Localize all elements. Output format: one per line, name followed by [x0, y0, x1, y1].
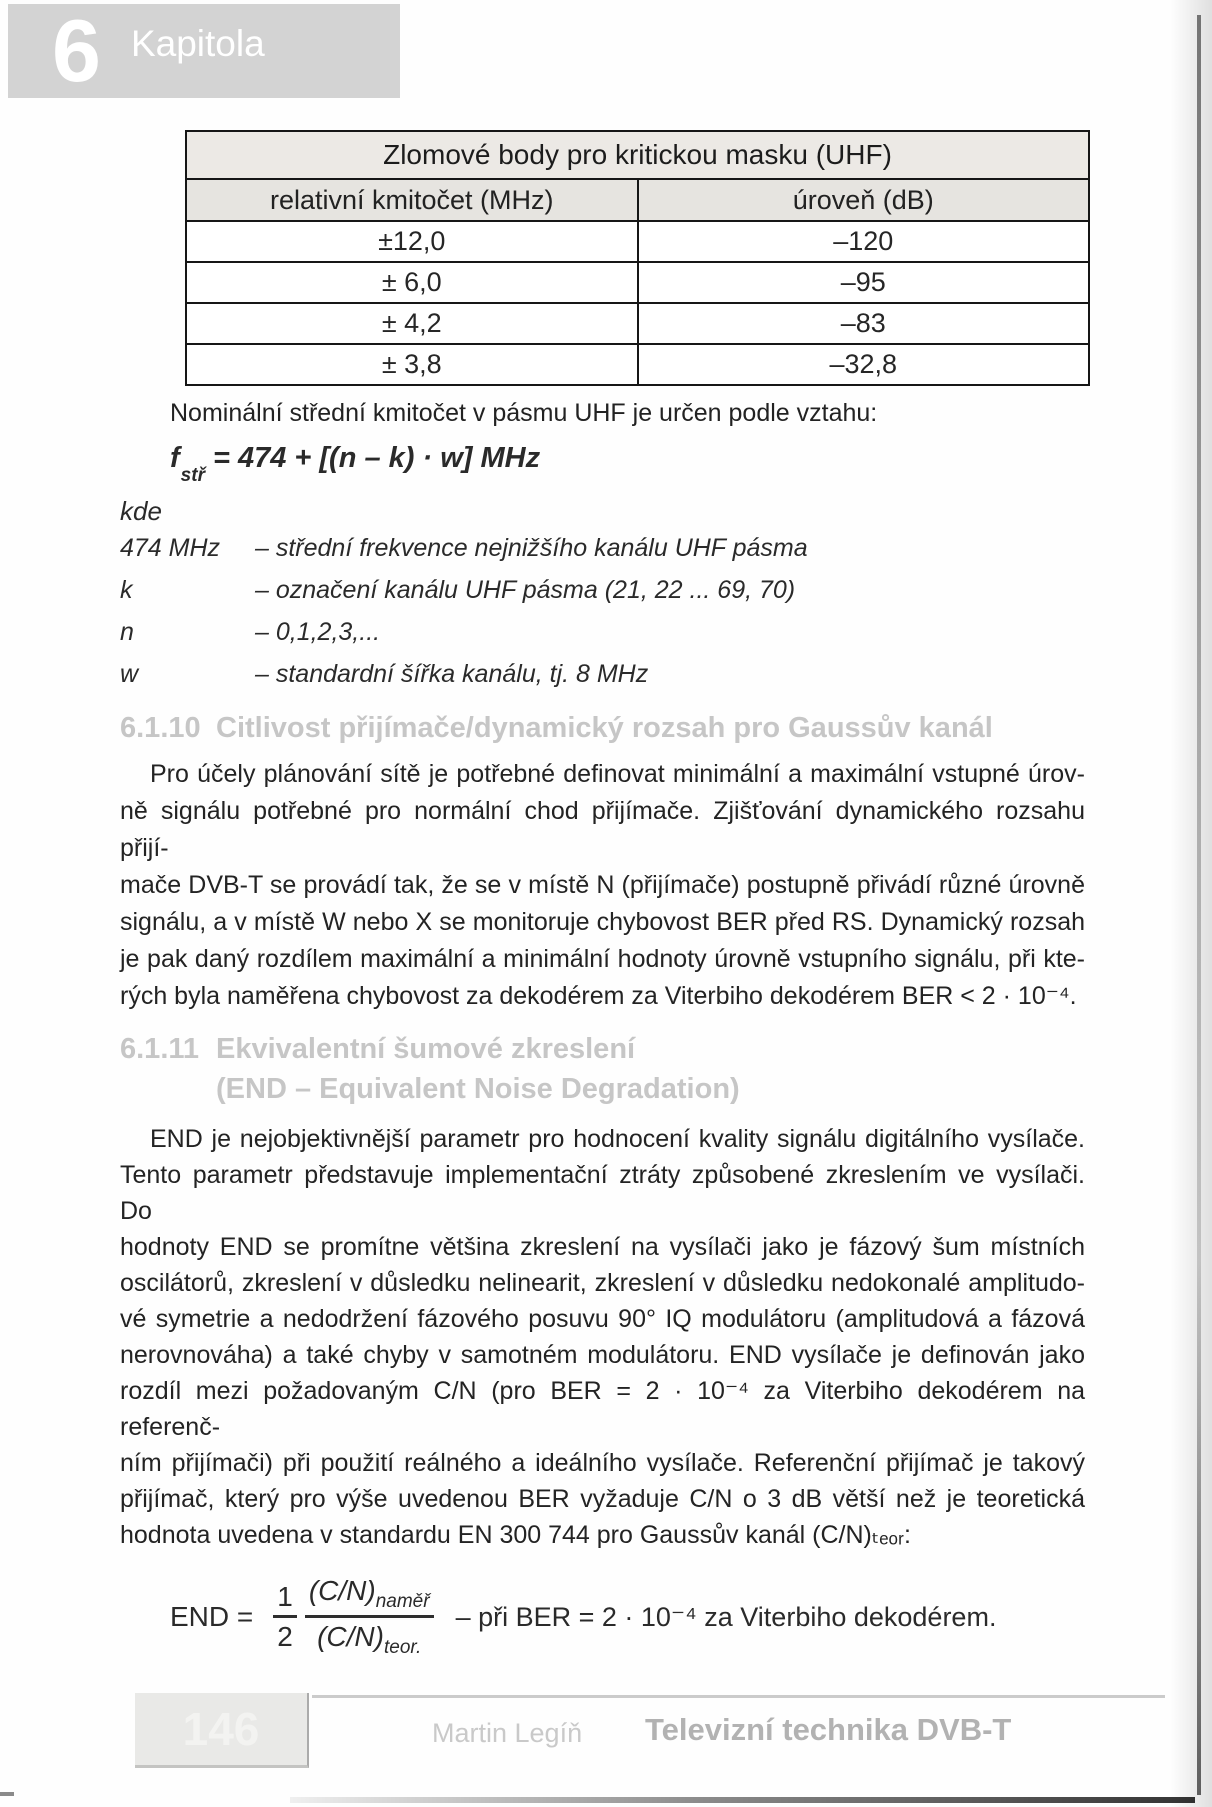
paragraph-line: ně signálu potřebné pro normální chod přijímače. Zjišťování dynamického rozsahu přijí-	[120, 797, 1085, 862]
paragraph-line: ním přijímači) při použití reálného a ideálního vysílače. Referenční přijímač je takový	[120, 1449, 1085, 1477]
fraction-denominator	[317, 1618, 421, 1659]
cn-measured: (C/N)	[308, 1575, 376, 1606]
fraction-numerator: 1	[273, 1581, 297, 1618]
paragraph-line: signálu, a v místě W nebo X se monitoruje chybovost BER před RS. Dynamický rozsah	[120, 908, 1085, 936]
paragraph-6110	[120, 756, 1085, 1015]
footer-author: Martin Legíň	[432, 1718, 583, 1748]
formula-end-condition: – při BER = 2 · 10⁻⁴ za Viterbiho dekodérem.	[455, 1601, 997, 1632]
table-header-row	[186, 179, 1089, 221]
table-row	[186, 344, 1089, 385]
cell-frequency: ±12,0	[186, 221, 638, 262]
symbol-definitions	[120, 534, 1085, 702]
section-title-line1: Ekvivalentní šumové zkreslení	[216, 1033, 636, 1065]
definition-text: – střední frekvence nejnižšího kanálu UHF pásma	[255, 534, 808, 562]
section-title: Citlivost přijímače/dynamický rozsah pro Gaussův kanál	[216, 712, 993, 744]
definition-text: – standardní šířka kanálu, tj. 8 MHz	[255, 660, 649, 688]
definition-term: 474 MHz	[120, 534, 221, 562]
paragraph-line: přijímač, který pro výše uvedenou BER vyžaduje C/N o 3 dB větší než je teoretická	[120, 1485, 1085, 1513]
cn-theoretical-subscript: teor.	[383, 1637, 422, 1658]
formula-fstr-rest: = 474 + [(n – k) · w] MHz	[212, 442, 541, 474]
section-heading-6110	[120, 708, 1085, 748]
table-row	[186, 303, 1089, 344]
footer-rule	[312, 1695, 1165, 1698]
fraction-one-half	[273, 1581, 297, 1653]
paragraph-line: hodnoty END se promítne většina zkreslení na vysílači jako je fázový šum místních	[120, 1233, 1085, 1261]
cell-frequency: ± 4,2	[186, 303, 638, 344]
paragraph-line: oscilátorů, zkreslení v důsledku nelinearit, zkreslení v důsledku nedokonalé amplitudo-	[120, 1269, 1085, 1297]
definition-term: n	[120, 618, 134, 646]
paragraph-line: END je nejobjektivnější parametr pro hodnocení kvality signálu digitálního vysílače.	[150, 1125, 1085, 1153]
section-heading-6111	[120, 1029, 1085, 1109]
fraction-denominator: 2	[277, 1621, 293, 1652]
formula-fstr-subscript: stř	[180, 465, 205, 486]
cell-frequency: ± 6,0	[186, 262, 638, 303]
cell-level: –32,8	[638, 344, 1090, 385]
table-title: Zlomové body pro kritickou masku (UHF)	[186, 131, 1089, 179]
table-title-row	[186, 131, 1089, 179]
definition-text: – označení kanálu UHF pásma (21, 22 ... 69, 70)	[255, 576, 796, 604]
definition-term: w	[120, 660, 139, 688]
section-title	[216, 1029, 1085, 1109]
definition-term: k	[120, 576, 133, 604]
formula-fstr-f: f	[170, 442, 180, 474]
cell-frequency: ± 3,8	[186, 344, 638, 385]
paragraph-line: nerovnováha) a také chyby v samotném modulátoru. END vysílače je definován jako	[120, 1341, 1085, 1369]
definition-row	[120, 660, 1085, 702]
formula-end-lhs: END =	[170, 1601, 254, 1632]
fraction-cn-ratio	[305, 1575, 434, 1659]
definition-row	[120, 576, 1085, 618]
where-label: kde	[120, 496, 162, 526]
column-header-frequency: relativní kmitočet (MHz)	[186, 179, 638, 221]
scan-edge-line	[1197, 15, 1201, 1795]
paragraph-line: hodnota uvedena v standardu EN 300 744 pro Gaussův kanál (C/N)ₜₑₒᵣ:	[120, 1521, 911, 1549]
content-column	[120, 130, 1085, 1659]
paragraph-line: mače DVB-T se provádí tak, že se v místě N (přijímače) postupně přivádí různé úrovně	[120, 871, 1085, 899]
scan-bottom-line	[290, 1797, 1195, 1803]
cn-theoretical: (C/N)	[317, 1621, 384, 1652]
section-title-line2: (END – Equivalent Noise Degradation)	[216, 1073, 740, 1105]
fraction-numerator	[305, 1575, 434, 1618]
cell-level: –95	[638, 262, 1090, 303]
scan-edge-shadow	[1170, 0, 1212, 1807]
cn-measured-subscript: naměř	[375, 1591, 430, 1612]
critical-mask-table	[185, 130, 1090, 386]
cell-level: –120	[638, 221, 1090, 262]
paragraph-line: rozdíl mezi požadovaným C/N (pro BER = 2 · 10⁻⁴ za Viterbiho dekodérem na referenč-	[120, 1377, 1085, 1441]
formula-end	[170, 1575, 1085, 1659]
table-row	[186, 262, 1089, 303]
page-number-box	[135, 1693, 309, 1768]
paragraph-line: vé symetrie a nedodržení fázového posuvu 90° IQ modulátoru (amplitudová a fázová	[120, 1305, 1085, 1333]
chapter-label: Kapitola	[130, 23, 265, 64]
paragraph-6111	[120, 1121, 1085, 1553]
paragraph-line: Tento parametr představuje implementační ztráty způsobené zkreslením ve vysílači. Do	[120, 1161, 1085, 1225]
formula-fstr	[120, 442, 1085, 488]
intro-sentence: Nominální střední kmitočet v pásmu UHF je určen podle vztahu:	[170, 399, 878, 427]
paragraph-line: rých byla naměřena chybovost za dekodérem za Viterbiho dekodérem BER < 2 · 10⁻⁴.	[120, 982, 1077, 1010]
definition-row	[120, 618, 1085, 660]
chapter-number: 6	[52, 1, 101, 100]
section-number: 6.1.10	[120, 712, 201, 744]
table-row	[186, 221, 1089, 262]
page-number: 146	[182, 1703, 260, 1755]
cell-level: –83	[638, 303, 1090, 344]
paragraph-line: je pak daný rozdílem maximální a minimální hodnoty úrovně vstupního signálu, při kte-	[120, 945, 1085, 973]
definition-row	[120, 534, 1085, 576]
section-number: 6.1.11	[120, 1033, 200, 1065]
paragraph-line: Pro účely plánování sítě je potřebné definovat minimální a maximální vstupné úrov-	[150, 760, 1085, 788]
scan-bottom-tick	[0, 1792, 14, 1796]
column-header-level: úroveň (dB)	[638, 179, 1090, 221]
chapter-badge	[8, 1, 400, 100]
footer-book-title: Televizní technika DVB-T	[645, 1712, 1012, 1747]
definition-text: – 0,1,2,3,...	[255, 618, 381, 646]
